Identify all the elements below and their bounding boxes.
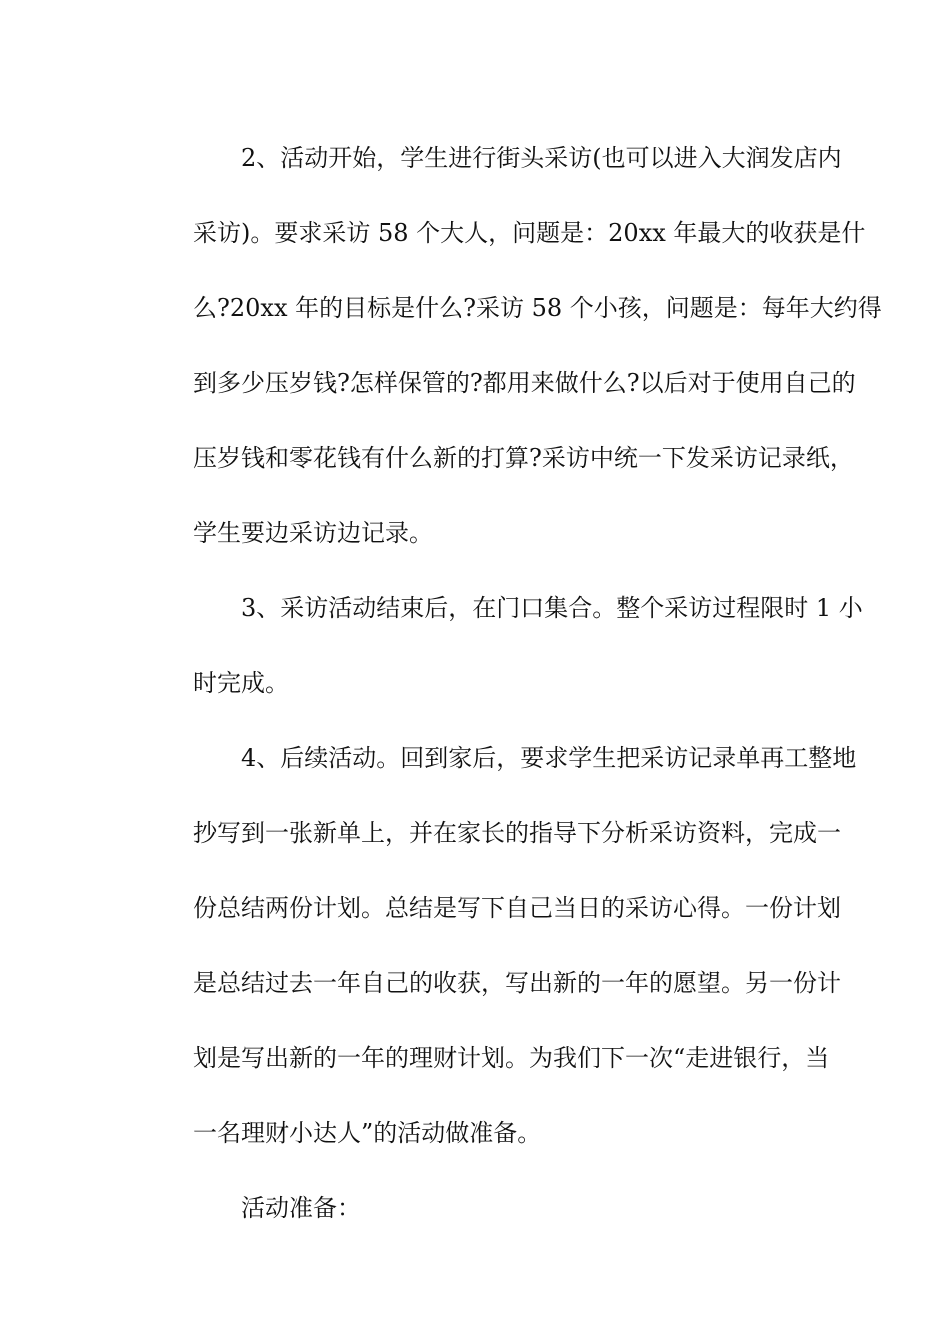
paragraph-step-2 xyxy=(145,121,882,571)
paragraph-step-4 xyxy=(145,721,857,1171)
text-line: 压岁钱和零花钱有什么新的打算?采访中统一下发采访记录纸， xyxy=(193,444,854,472)
text-line: 抄写到一张新单上，并在家长的指导下分析采访资料，完成一 xyxy=(193,819,841,847)
text-line: 划是写出新的一年的理财计划。为我们下一次“走进银行，当 xyxy=(193,1044,830,1072)
document-body xyxy=(145,121,882,1246)
text-line: 是总结过去一年自己的收获，写出新的一年的愿望。另一份计 xyxy=(193,969,841,997)
text-line: 3、采访活动结束后，在门口集合。整个采访过程限时 1 小 xyxy=(241,594,863,622)
text-line: 到多少压岁钱?怎样保管的?都用来做什么?以后对于使用自己的 xyxy=(193,369,856,397)
text-line: 学生要边采访边记录。 xyxy=(193,519,433,547)
text-line: 么?20xx 年的目标是什么?采访 58 个小孩，问题是：每年大约得 xyxy=(193,294,882,322)
text-line: 4、后续活动。回到家后，要求学生把采访记录单再工整地 xyxy=(241,744,857,772)
text-line: 时完成。 xyxy=(193,669,289,697)
text-line: 一名理财小达人”的活动做准备。 xyxy=(193,1119,542,1147)
paragraph-preparation-heading xyxy=(145,1171,810,1246)
text-line: 采访)。要求采访 58 个大人，问题是：20xx 年最大的收获是什 xyxy=(193,219,866,247)
section-heading: 活动准备： xyxy=(241,1194,361,1222)
text-line: 2、活动开始，学生进行街头采访(也可以进入大润发店内 xyxy=(241,144,842,172)
paragraph-step-3 xyxy=(145,571,863,721)
text-line: 份总结两份计划。总结是写下自己当日的采访心得。一份计划 xyxy=(193,894,841,922)
